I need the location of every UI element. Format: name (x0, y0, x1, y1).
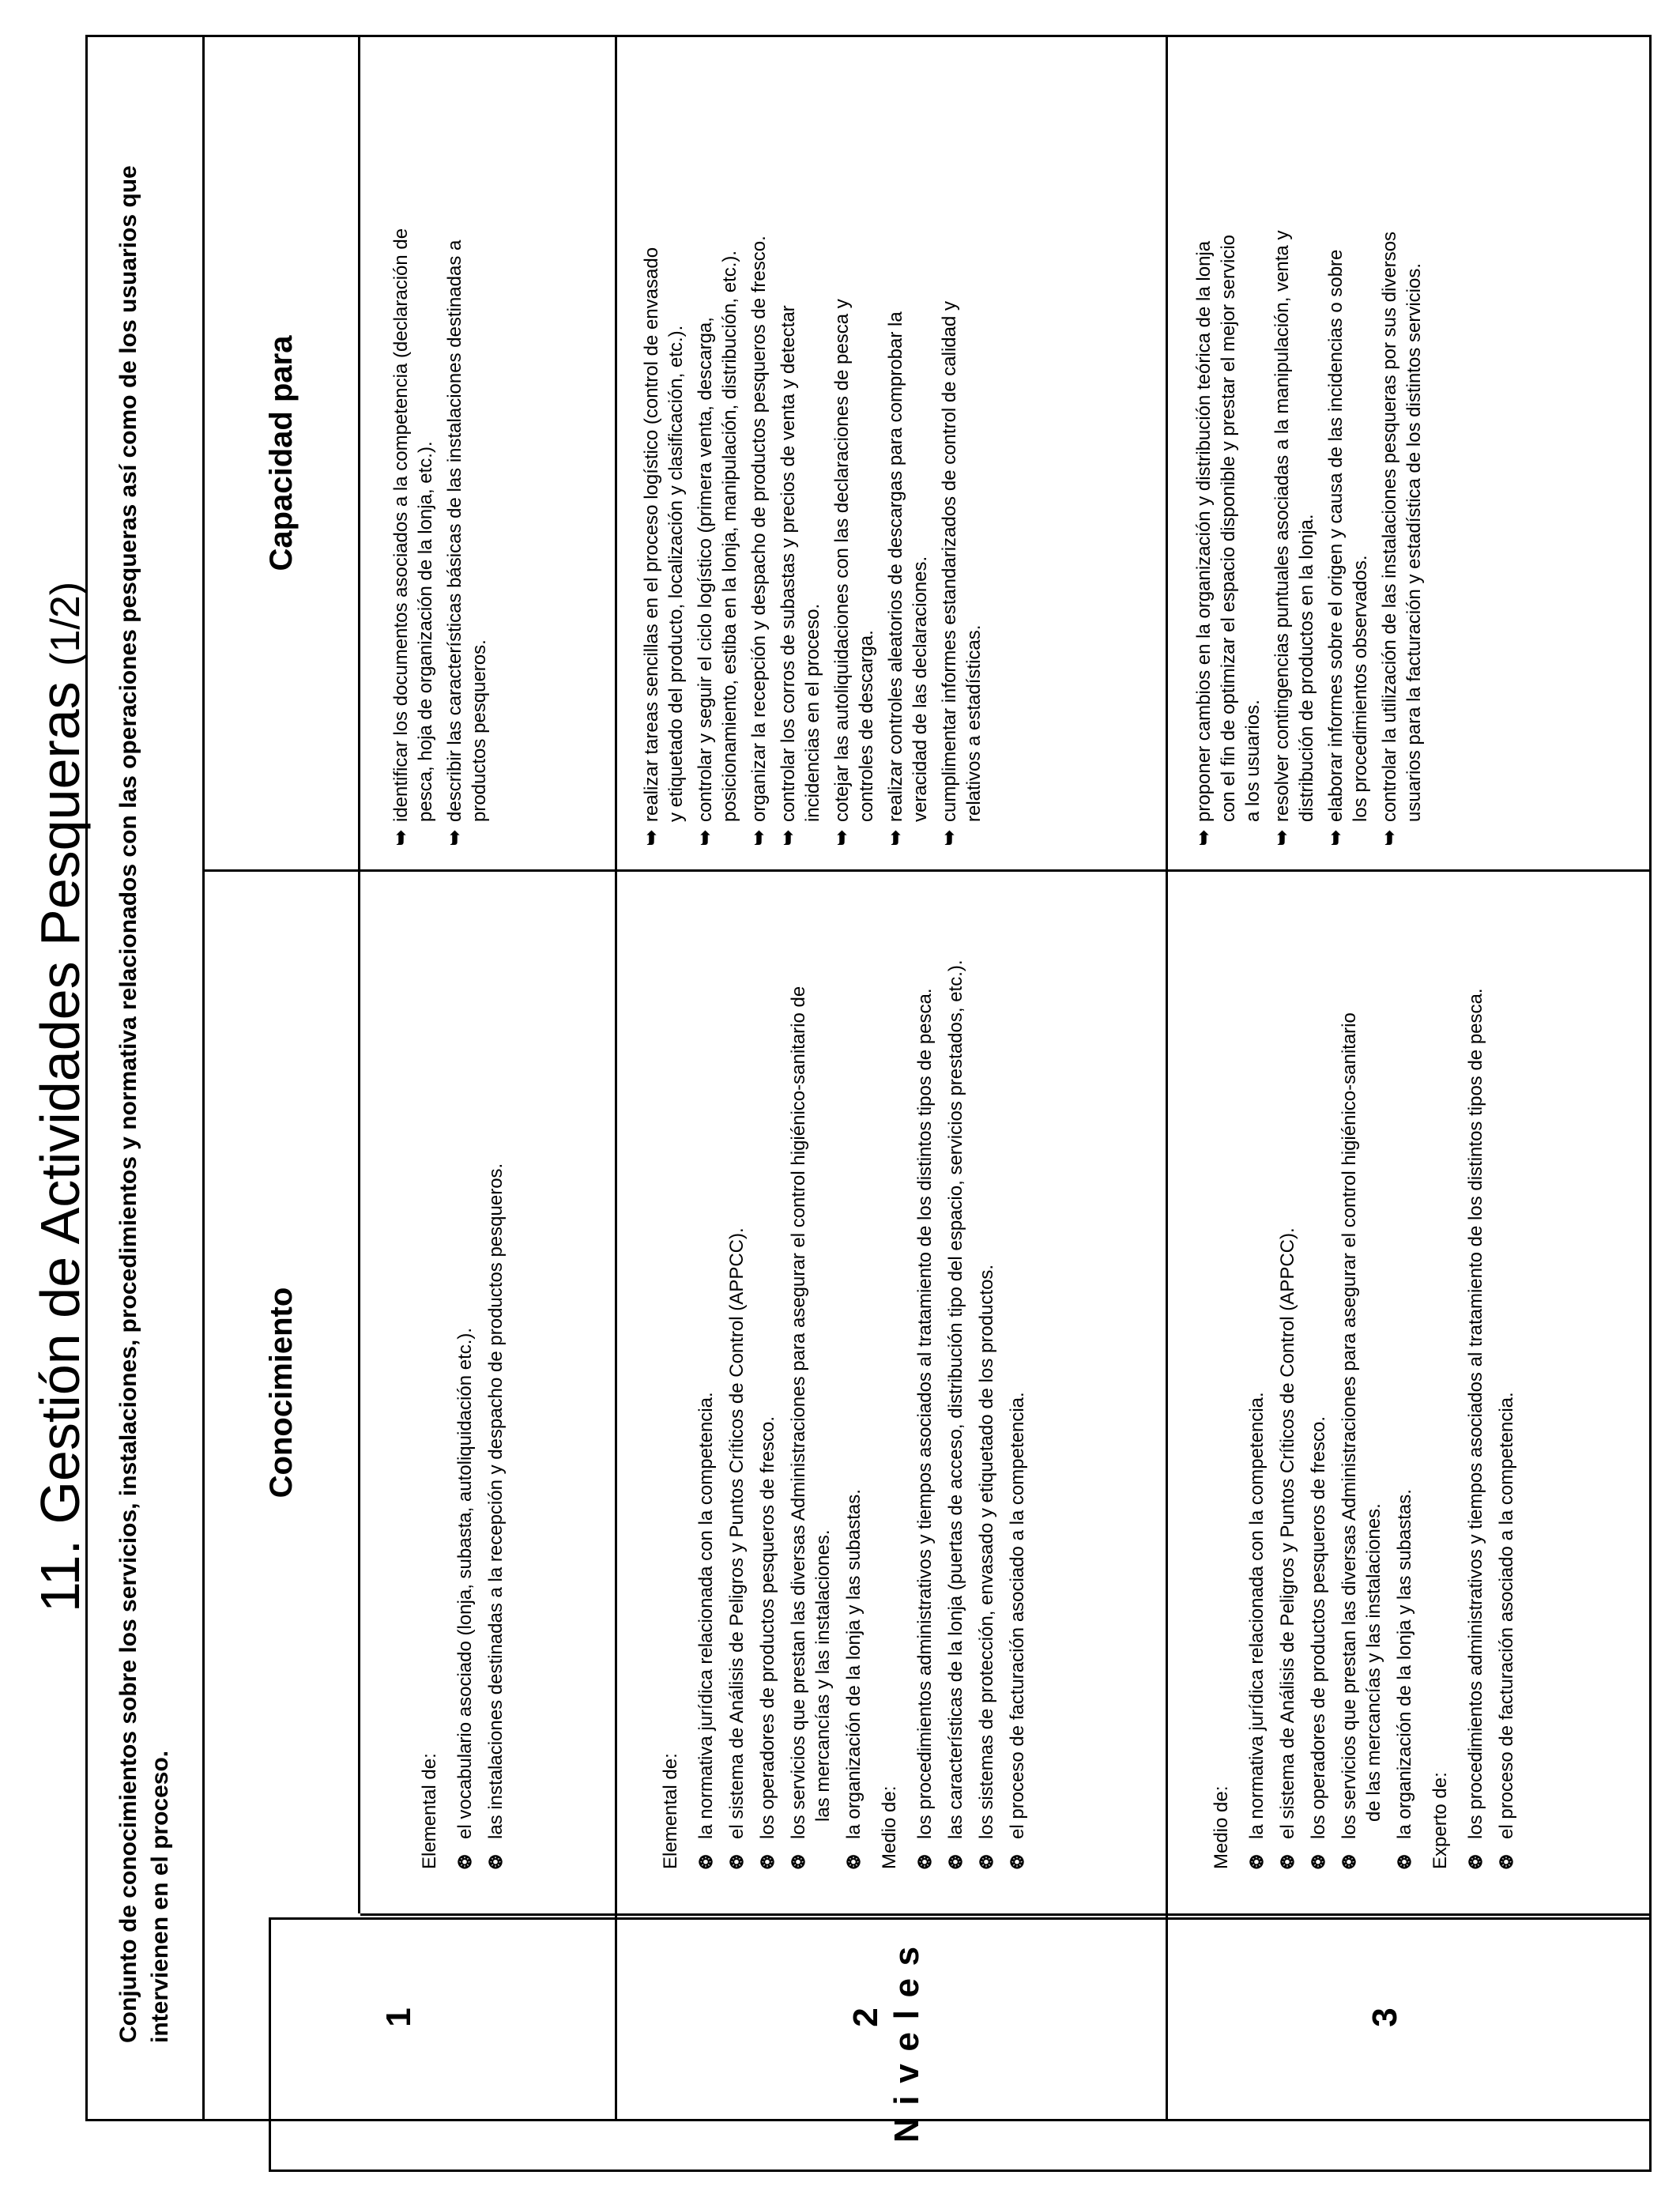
capacity-item (443, 61, 492, 846)
arrow-icon: ➥ (1193, 829, 1215, 846)
knowledge-item-text: la normativa jurídica relacionada con la competencia. (695, 1392, 717, 1839)
gear-icon: ❂ (727, 1854, 747, 1869)
level-cell (360, 1913, 615, 2119)
knowledge-item-text: los procedimientos administrativos y tiempos asociados al tratamiento de los distintos tipos de pesca. (1465, 988, 1486, 1839)
capacity-item-line: posicionamiento, estiba en la lonja, manipulación, distribución, etc.). (719, 250, 740, 822)
gear-icon: ❂ (789, 1854, 808, 1869)
arrow-icon: ➥ (641, 829, 662, 846)
capacity-item-line: controles de descarga. (856, 630, 877, 822)
arrow-icon: ➥ (390, 829, 412, 846)
capacity-item (1192, 61, 1265, 846)
capacity-item-line: identificar los documentos asociados a la competencia (declaración de (390, 228, 412, 822)
gear-icon: ❂ (1497, 1854, 1516, 1869)
level-row-2 (617, 37, 1168, 2119)
capacity-item-line: controlar la utilización de las instalaciones pesqueras por sus diversos (1379, 231, 1400, 822)
knowledge-item (974, 872, 999, 1869)
capacity-item-line: pesca, hoja de organización de la lonja, etc.). (415, 441, 436, 822)
conocimiento-cell (617, 869, 1166, 1913)
gear-icon: ❂ (1008, 1854, 1027, 1869)
capacidad-cell (617, 37, 1166, 869)
knowledge-item-line: los servicios que prestan las diversas Administraciones para asegurar el control higiénico-sanitario de (788, 986, 809, 1839)
arrow-icon: ➥ (748, 829, 770, 846)
knowledge-item-text: la organización de la lonja y las subastas. (1394, 1489, 1415, 1839)
knowledge-item-text: los sistemas de protección, envasado y etiquetado de los productos. (976, 1264, 997, 1839)
capacity-item-line: veracidad de las declaraciones. (910, 556, 931, 822)
knowledge-group (877, 872, 1030, 1869)
knowledge-group-title: Elemental de: (660, 1753, 681, 1869)
knowledge-item (1275, 872, 1300, 1869)
arrow-icon: ➥ (1379, 829, 1400, 846)
competence-table (85, 35, 1652, 2121)
capacity-item (830, 61, 879, 846)
title-main: 11. Gestión de Actividades Pesqueras (29, 681, 91, 1613)
arrow-icon: ➥ (885, 829, 906, 846)
knowledge-group-title: Medio de: (1211, 1785, 1232, 1869)
gear-icon: ❂ (1247, 1854, 1267, 1869)
capacity-item-line: controlar los corros de subastas y precios de venta y detectar (778, 305, 799, 822)
knowledge-item-line: las mercancías y las instalaciones. (812, 1529, 834, 1822)
knowledge-group (417, 872, 508, 1869)
arrow-icon: ➥ (695, 829, 716, 846)
capacity-item-line: relativos a estadísticas. (963, 624, 985, 822)
gear-icon: ❂ (1278, 1854, 1298, 1869)
level-number: 1 (379, 2007, 418, 2027)
niveles-letter: e (887, 1978, 926, 1998)
gear-icon: ❂ (1466, 1854, 1486, 1869)
capacity-item-line: a los usuarios. (1242, 699, 1264, 822)
knowledge-item-text: el sistema de Análisis de Peligros y Puntos Críticos de Control (APPCC). (726, 1227, 748, 1839)
capacity-item-line: realizar tareas sencillas en el proceso logístico (control de envasado (641, 247, 662, 822)
arrow-icon: ➥ (939, 829, 960, 846)
knowledge-item (694, 872, 718, 1869)
gear-icon: ❂ (758, 1854, 778, 1869)
knowledge-group-title: Experto de: (1430, 1772, 1451, 1869)
capacity-item-line: incidencias en el proceso. (802, 603, 823, 822)
gear-icon: ❂ (977, 1854, 996, 1869)
capacity-item (1270, 61, 1319, 846)
conocimiento-cell (1168, 869, 1649, 1913)
title-part: (1/2) (43, 581, 89, 666)
knowledge-item-line: de las mercancías y las instalaciones. (1363, 1503, 1384, 1822)
gear-icon: ❂ (455, 1854, 475, 1869)
capacity-item-line: describir las características básicas de las instalaciones destinadas a (444, 239, 465, 822)
knowledge-item-text: la organización de la lonja y las subastas. (843, 1489, 864, 1839)
knowledge-item (786, 872, 835, 1869)
arrow-icon: ➥ (831, 829, 853, 846)
knowledge-item-text: el vocabulario asociado (lonja, subasta, autoliquidación etc.). (454, 1327, 476, 1839)
gear-icon: ❂ (946, 1854, 966, 1869)
knowledge-group (658, 872, 866, 1869)
capacity-item-line: proponer cambios en la organización y distribución teórica de la lonja (1193, 240, 1215, 822)
arrow-icon: ➥ (444, 829, 465, 846)
gear-icon: ❂ (1395, 1854, 1414, 1869)
knowledge-group (1209, 872, 1417, 1869)
capacity-item-line: productos pesqueros. (469, 639, 490, 822)
page-title (28, 0, 92, 2194)
knowledge-item (1245, 872, 1269, 1869)
knowledge-item-line: los servicios que prestan las diversas Administraciones para asegurar el control higiénico-sanitario (1339, 1012, 1360, 1839)
header-capacidad: Capacidad para (205, 37, 360, 869)
niveles-letter: s (887, 1946, 926, 1966)
conocimiento-cell (360, 869, 615, 1913)
arrow-icon: ➥ (1325, 829, 1347, 846)
level-row-3 (1168, 37, 1649, 2119)
knowledge-group (1428, 872, 1519, 1869)
header-conocimiento: Conocimiento (205, 869, 360, 1913)
knowledge-item-text: la normativa jurídica relacionada con la competencia. (1246, 1392, 1268, 1839)
arrow-icon: ➥ (1271, 829, 1293, 846)
capacity-item (747, 61, 771, 846)
knowledge-item (725, 872, 749, 1869)
capacity-item-line: controlar y seguir el ciclo logístico (primera venta, descarga, (695, 317, 716, 822)
capacity-item (693, 61, 742, 846)
knowledge-group-title: Medio de: (879, 1785, 900, 1869)
knowledge-item-text: los operadores de productos pesqueros de fresco. (1308, 1416, 1329, 1839)
knowledge-group-title: Elemental de: (419, 1753, 440, 1869)
gear-icon: ❂ (696, 1854, 716, 1869)
knowledge-item (453, 872, 477, 1869)
niveles-letter: N (887, 2117, 926, 2143)
capacity-item (639, 61, 688, 846)
knowledge-item-text: los operadores de productos pesqueros de fresco. (757, 1416, 778, 1839)
gear-icon: ❂ (915, 1854, 935, 1869)
knowledge-item (913, 872, 937, 1869)
capacity-item (883, 61, 932, 846)
capacity-item (1377, 61, 1426, 846)
capacity-item-line: usuarios para la facturación y estadística de los distintos servicios. (1403, 262, 1425, 822)
knowledge-item (1463, 872, 1488, 1869)
knowledge-item-text: el proceso de facturación asociado a la competencia. (1496, 1392, 1517, 1839)
capacity-item (389, 61, 438, 846)
knowledge-item (1005, 872, 1030, 1869)
knowledge-item (1337, 872, 1386, 1869)
capacity-item-line: los procedimientos observados. (1350, 555, 1371, 822)
knowledge-item (1392, 872, 1417, 1869)
capacidad-cell (360, 37, 615, 869)
knowledge-item (755, 872, 780, 1869)
capacity-item-line: cotejar las autoliquidaciones con las declaraciones de pesca y (831, 299, 853, 822)
knowledge-item (842, 872, 866, 1869)
level-number: 3 (1365, 2007, 1404, 2027)
knowledge-item-text: el proceso de facturación asociado a la competencia. (1007, 1392, 1028, 1839)
arrow-icon: ➥ (778, 829, 799, 846)
knowledge-item (1494, 872, 1519, 1869)
capacity-item-line: distribución de productos en la lonja. (1296, 514, 1317, 822)
capacidad-cell (1168, 37, 1649, 869)
knowledge-item (484, 872, 508, 1869)
niveles-letter: v (887, 2064, 926, 2083)
gear-icon: ❂ (486, 1854, 506, 1869)
knowledge-item-text: las instalaciones destinadas a la recepción y despacho de productos pesqueros. (485, 1163, 507, 1839)
knowledge-item (1306, 872, 1331, 1869)
capacity-item-line: resolver contingencias puntuales asociadas a la manipulación, venta y (1271, 230, 1293, 822)
gear-icon: ❂ (844, 1854, 864, 1869)
level-cell (617, 1913, 1166, 2119)
capacity-item-line: y etiquetado del producto, localización y clasificación, etc.). (665, 325, 687, 822)
niveles-letter: e (887, 2032, 926, 2052)
knowledge-item (944, 872, 968, 1869)
niveles-letter: i (887, 2095, 926, 2105)
capacity-item-line: con el fin de optimizar el espacio disponible y prestar el mejor servicio (1218, 234, 1239, 822)
capacity-item-line: cumplimentar informes estandarizados de control de calidad y (939, 300, 960, 822)
capacity-item (937, 61, 986, 846)
level-row-1 (360, 37, 617, 2119)
knowledge-item-text: los procedimientos administrativos y tiempos asociados al tratamiento de los distintos tipos de pesca. (914, 988, 936, 1839)
capacity-item-line: organizar la recepción y despacho de productos pesqueros de fresco. (748, 236, 770, 822)
capacity-item-line: elaborar informes sobre el origen y causa de las incidencias o sobre (1325, 249, 1347, 822)
capacity-item (776, 61, 825, 846)
gear-icon: ❂ (1309, 1854, 1328, 1869)
capacity-item-line: realizar controles aleatorios de descargas para comprobar la (885, 311, 906, 822)
capacity-item (1324, 61, 1373, 846)
gear-icon: ❂ (1339, 1854, 1359, 1869)
level-cell (1168, 1913, 1649, 2119)
intro-text: Conjunto de conocimientos sobre los servicios, instalaciones, procedimientos y normativa relacionados con las operaciones pesqueras así como de los usuarios que intervienen en el proceso. (88, 37, 205, 2119)
niveles-letter: l (887, 2010, 926, 2020)
knowledge-item-text: el sistema de Análisis de Peligros y Puntos Críticos de Control (APPCC). (1277, 1227, 1298, 1839)
level-number: 2 (846, 2007, 885, 2027)
knowledge-item-text: las características de la lonja (puertas de acceso, distribución tipo del espacio, servicios prestados, etc.). (945, 959, 966, 1839)
